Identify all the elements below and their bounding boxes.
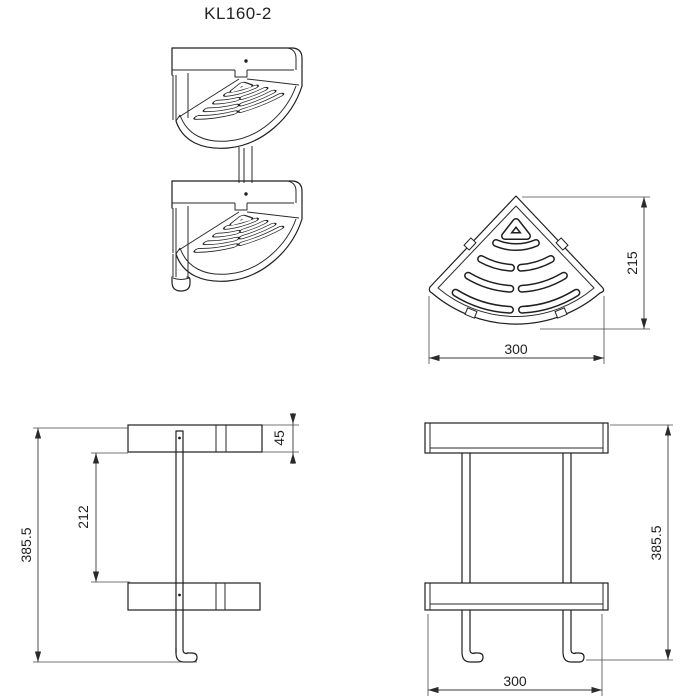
side-screw-hole-top: [178, 437, 181, 440]
side-top-shelf: [128, 425, 262, 452]
front-view: [425, 423, 673, 696]
side-screw-hole-bottom: [178, 594, 181, 597]
side-hook: [176, 648, 197, 662]
dim-label-385-front: 385.5: [648, 525, 664, 561]
side-view: [18, 413, 299, 662]
dim-label-300-top: 300: [504, 341, 528, 357]
front-left-hook: [462, 610, 483, 662]
dimension-front-total-height: [586, 425, 673, 660]
dim-label-300-front: 300: [503, 673, 527, 689]
dim-label-45: 45: [271, 430, 287, 446]
front-bottom-shelf: [425, 583, 608, 610]
bottom-foot-top-edge: [173, 278, 189, 280]
dim-label-385-side: 385.5: [18, 527, 34, 563]
dim-label-212: 212: [75, 505, 91, 529]
perspective-view: [172, 48, 302, 291]
dimension-front-width: [428, 614, 602, 696]
dimension-shelf-gap: [75, 453, 130, 582]
lower-basket: [172, 181, 302, 281]
side-bottom-shelf: [128, 583, 260, 610]
dim-label-215: 215: [624, 251, 640, 275]
side-wall-post: [176, 431, 183, 653]
upper-basket: [172, 48, 302, 148]
top-view: [429, 196, 650, 364]
dimension-shelf-thickness: [262, 413, 299, 464]
dimension-top-width: [429, 296, 604, 364]
front-right-hook: [563, 610, 584, 662]
connecting-post: [239, 146, 252, 183]
fan-outline-outer: [429, 196, 603, 324]
dimension-side-total-height: [18, 428, 197, 662]
drawing-title: KL160-2: [204, 4, 272, 23]
front-posts-upper: [462, 453, 571, 583]
